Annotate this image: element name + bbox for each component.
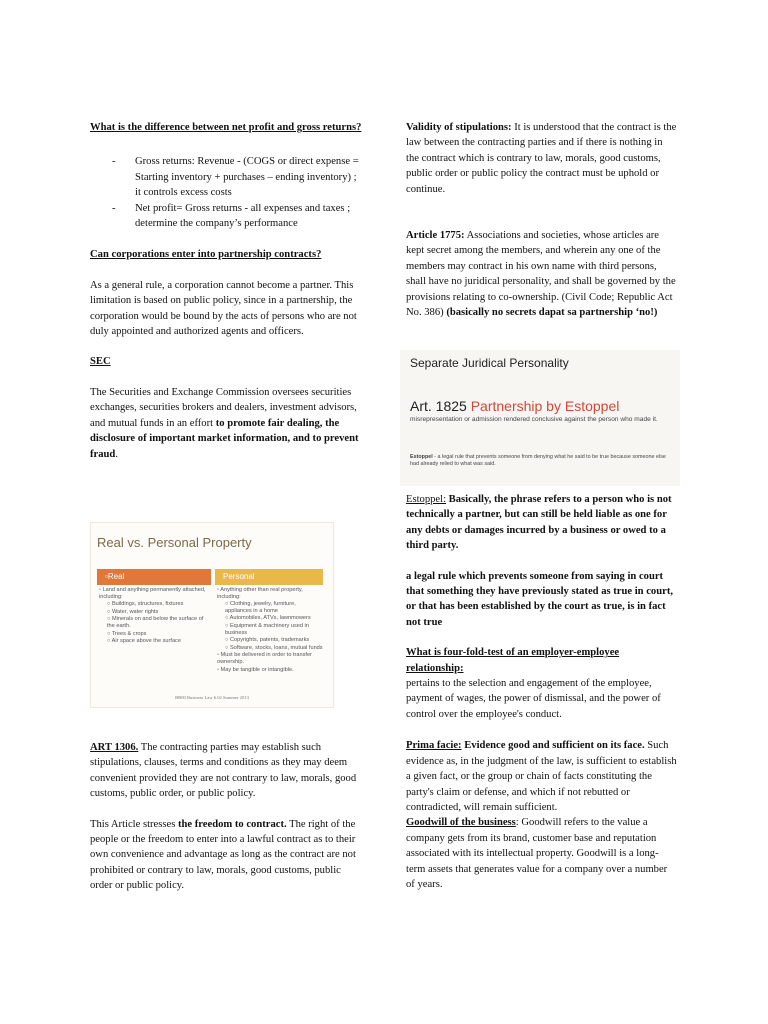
art1775-paragraph [406, 228, 678, 320]
validity-title: Validity of stipulations: [406, 122, 512, 133]
slide-subtitle: misrepresentation or admission rendered conclusive against the person who made it. [410, 416, 658, 423]
real-header: ▫Real [97, 569, 211, 585]
estoppel-text: Basically, the phrase refers to a person who is not technically a partner, but can still be held liable as one for any debts or damages incurred by a business or owed to a third party. [406, 494, 672, 552]
list-item: ▫ Must be delivered in order to transfer ownership. [217, 652, 312, 665]
stress-pre: This Article stresses [90, 818, 178, 830]
list-item: ○ Automobiles, ATVs, lawnmowers [225, 615, 311, 622]
slide-title: Separate Juridical Personality [410, 356, 569, 370]
fourfold-title: What is four-fold-test of an employer-employee relationship: [406, 647, 620, 674]
list-item: - Gross returns: Revenue - (COGS or direct expense = Starting inventory + purchases – ending inventory) ; it controls excess costs [90, 154, 364, 200]
sec-end: . [115, 448, 118, 460]
item-text: May be tangible or intangible. [220, 666, 294, 673]
stress-bold: the freedom to contract. [177, 818, 287, 830]
item-text: Clothing, jewelry, furniture, appliances in a home [225, 601, 296, 614]
validity-paragraph [406, 120, 678, 197]
list-item: ○ Water, water rights [107, 608, 159, 615]
goodwill-paragraph [406, 815, 678, 892]
item-text: Buildings, structures, fixtures [111, 601, 184, 608]
list-item: ○ Air space above the surface [107, 638, 181, 645]
list-item: ○ Software, stocks, loans, mutual funds [225, 644, 323, 651]
list-item: - Net profit= Gross returns - all expenses and taxes ; determine the company’s performance [90, 201, 364, 232]
art1306-paragraph [90, 740, 364, 802]
real-header-label: Real [107, 572, 125, 581]
art1775-text: Associations and societies, whose articles are kept secret among the members, and wherein any one of the members may contract in his own name with third persons, shall have no juridical personality, and shall be governed by the provisions relating to co-ownership. (Civil Code; Republic Act No. 386) [406, 230, 676, 319]
item-text: Trees & crops [111, 630, 147, 637]
returns-list [90, 154, 364, 231]
freedom-paragraph [90, 817, 364, 894]
item-text: Copyrights, patents, trademarks [229, 637, 310, 644]
left-column [90, 120, 364, 462]
fourfold-text: pertains to the selection and engagement of the employee, payment of wages, the power of dismissal, and the power of control over the employee's conduct. [406, 678, 661, 720]
definition-label: Estoppel [410, 454, 433, 460]
prima-facie-title: Prima facie: [406, 740, 462, 752]
article-number: Art. 1825 [410, 398, 471, 414]
estoppel-slide [400, 350, 680, 486]
left-column-lower [90, 740, 364, 894]
list-item: ○ Clothing, jewelry, furniture, appliances in a home [225, 601, 296, 614]
prima-facie-paragraph [406, 738, 678, 815]
article-title: Partnership by Estoppel [470, 398, 620, 414]
real-vs-personal-slide [90, 522, 334, 708]
validity-text: It is understood that the contract is the law between the contracting parties and if there is nothing in the contract which is contrary to law, morals, good customs, public order or public policy the contract must be uphold or continue. [406, 122, 677, 195]
goodwill-title: Goodwill of the business [406, 817, 516, 829]
item-text: Land and anything permanently attached, including: [99, 587, 206, 600]
legal-rule-paragraph: a legal rule which prevents someone from saying in court that something they have previously stated as true in court, or that has been established by the court as true, is in fact not true [406, 570, 673, 628]
sec-text: The Securities and Exchange Commission oversees securities exchanges, securities brokers and dealers, investment advisors, and mutual funds in an effort [90, 386, 357, 429]
list-item: ▫ Anything other than real property, including: [217, 587, 303, 600]
art1306-title: ART 1306. [90, 742, 139, 753]
slide-footer: BB00 Business Law 6.02 Summer 2013 [175, 695, 249, 700]
stress-post: The right of the people or the freedom to enter into a lawful contract as to their own convenience and advantage as long as the contract are not prohibited or contrary to law, morals, good customs, public order or public policy. [90, 818, 356, 892]
goodwill-text: : Goodwill refers to the value a company gets from its brand, customer base and reputation associated with its intellectual property. Goodwill is a long-term assets that generates value for a company over a number of years. [406, 817, 668, 890]
list-item: ○ Equipment & machinery used in business [225, 622, 309, 636]
right-column-lower [406, 492, 678, 892]
prima-facie-bold: Evidence good and sufficient on its face. [461, 740, 645, 752]
art1775-title: Article 1775: [406, 230, 465, 242]
personal-header: Personal [215, 569, 323, 585]
list-item: ○ Minerals on and below the surface of the earth. [107, 616, 204, 629]
item-text: Air space above the surface [111, 638, 181, 645]
art1775-bold: (basically no secrets dapat sa partnership ‘no!) [446, 307, 658, 319]
definition-text: - a legal rule that prevents someone from denying what he said to be true because someone else had already relied to what was said. [410, 454, 666, 467]
sec-heading: SEC [90, 356, 111, 368]
slide-title: Real vs. Personal Property [97, 535, 252, 550]
item-text: Minerals on and below the surface of the earth. [107, 616, 204, 629]
slide-definition [410, 454, 672, 468]
item-text: Automobiles, ATVs, lawnmowers [229, 615, 311, 622]
corporation-answer: As a general rule, a corporation cannot become a partner. This limitation is based on public policy, since in a partnership, the corporation would be bound by the acts of persons who are not duly appointed and authorized agents and officers. [90, 279, 357, 338]
list-item: ▫ May be tangible or intangible. [217, 666, 294, 673]
list-item: ▫ Land and anything permanently attached, including: [99, 587, 206, 600]
slide-article [410, 398, 619, 414]
item-text: Anything other than real property, including: [217, 587, 303, 600]
item-text: Water, water rights [111, 608, 159, 615]
item-text: Equipment & machinery used in business [225, 622, 309, 636]
sec-bold-text: to promote fair dealing, the disclosure of important market information, and to prevent fraud [90, 417, 359, 460]
personal-items [217, 587, 323, 674]
art1306-text: The contracting parties may establish such stipulations, clauses, terms and conditions as they may deem convenient provided they are not contrary to law, morals, good customs, public order, or public policy. [90, 742, 357, 800]
list-item: ○ Trees & crops [107, 630, 147, 637]
item-text: Software, stocks, loans, mutual funds [229, 644, 323, 651]
estoppel-label: Estoppel: [406, 494, 447, 505]
sec-paragraph [90, 385, 364, 462]
item-text: Must be delivered in order to transfer ownership. [217, 652, 312, 665]
estoppel-paragraph [406, 492, 678, 554]
question-net-profit: What is the difference between net profit and gross returns? [90, 122, 362, 133]
list-item: ○ Copyrights, patents, trademarks [225, 637, 310, 644]
right-column [406, 120, 678, 320]
prima-facie-text: Such evidence as, in the judgment of the law, is sufficient to establish a given fact, or the group or chain of facts constituting the party's claim or defense, and which if not rebutted or contradicted, will remain sufficient. [406, 740, 677, 813]
list-item: ○ Buildings, structures, fixtures [107, 601, 184, 608]
real-items [99, 587, 209, 646]
question-corporations: Can corporations enter into partnership contracts? [90, 249, 322, 261]
